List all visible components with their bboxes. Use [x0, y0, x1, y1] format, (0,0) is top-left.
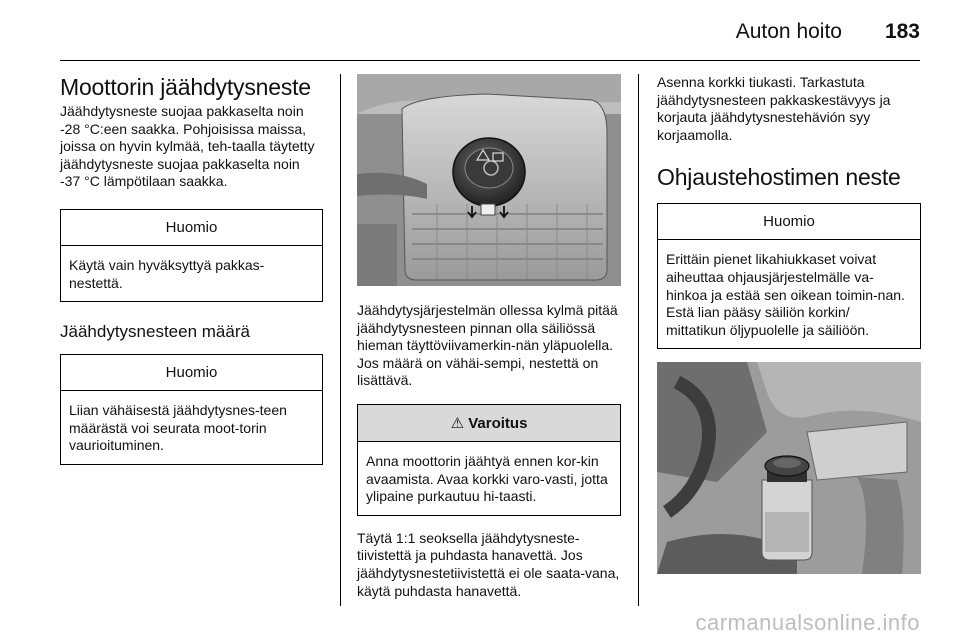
- note-box-1: [60, 209, 323, 302]
- cap-paragraph: Asenna korkki tiukasti. Tarkastuta jäähdytysnesteen pakkaskestävyys ja korjauta jäähdytysnestehävión syy korjaamolla.: [657, 74, 891, 143]
- page-number: 183: [884, 20, 920, 43]
- warning-title: Varoitus: [468, 414, 528, 432]
- section-heading: Ohjaustehostimen neste: [657, 164, 901, 191]
- section-heading: Moottorin jäähdytysneste: [60, 74, 311, 100]
- column-1: [60, 74, 323, 465]
- subsection-heading: Jäähdytysnesteen määrä: [60, 322, 250, 342]
- note-text: Erittäin pienet likahiukkaset voivat aiheuttaa ohjausjärjestelmälle va-hinkoa ja estää sen oikean toimin-nan. Estä lian pääsy säiliön korkin/ mittatikun öljypuolelle ja säiliöön.: [666, 251, 905, 338]
- page-header: [60, 0, 920, 60]
- note-text: Liian vähäisestä jäähdytysnes-teen määrästä voi seurata moot-torin vaurioituminen.: [69, 402, 287, 454]
- level-paragraph: Jäähdytysjärjestelmän ollessa kylmä pitää jäähdytysnesteen pinnan olla säiliössä hieman täyttöviivamerkin-nän yläpuolella. Jos määrä on vähäi-sempi, nestettä on lisättävä.: [357, 302, 618, 389]
- warning-triangle-icon: ⚠: [450, 414, 465, 432]
- column-divider-2: [638, 74, 639, 606]
- note-box-2: [60, 354, 323, 465]
- note-title: Huomio: [61, 210, 322, 246]
- watermark: carmanualsonline.info: [695, 610, 920, 635]
- section-title: Auton hoito: [735, 20, 842, 43]
- coolant-reservoir-illustration: [357, 74, 621, 286]
- note-title: Huomio: [61, 355, 322, 391]
- column-3: [657, 74, 921, 574]
- intro-paragraph: Jäähdytysneste suojaa pakkaselta noin -28 °C:een saakka. Pohjoisissa maissa, joissa on hyvin kylmää, teh-taalla täytetty jäähdytysneste suojaa pakkaselta noin -37 °C lämpötilaan saakka.: [60, 103, 315, 190]
- mixture-paragraph: Täytä 1:1 seoksella jäähdytysneste-tiivistettä ja puhdasta hanavettä. Jos jäähdytysnestetiivistettä ei ole saata-vana, käytä puhdasta hanavettä.: [357, 529, 620, 599]
- coolant-reservoir-photo: [357, 74, 621, 286]
- note-text: Käytä vain hyväksyttyä pakkas-nestettä.: [69, 256, 265, 291]
- warning-title-row: [358, 405, 620, 442]
- note-title: Huomio: [658, 204, 920, 240]
- warning-box: [357, 404, 621, 516]
- column-divider-1: [340, 74, 341, 606]
- header-rule: [60, 60, 920, 61]
- power-steering-reservoir-photo: [657, 362, 921, 574]
- warning-text: Anna moottorin jäähtyä ennen kor-kin avaamista. Avaa korkki varo-vasti, jotta ylipaine purkautuu hi-taasti.: [366, 452, 608, 505]
- note-box-3: [657, 203, 921, 349]
- power-steering-reservoir-illustration: [657, 362, 921, 574]
- column-2: [357, 74, 621, 600]
